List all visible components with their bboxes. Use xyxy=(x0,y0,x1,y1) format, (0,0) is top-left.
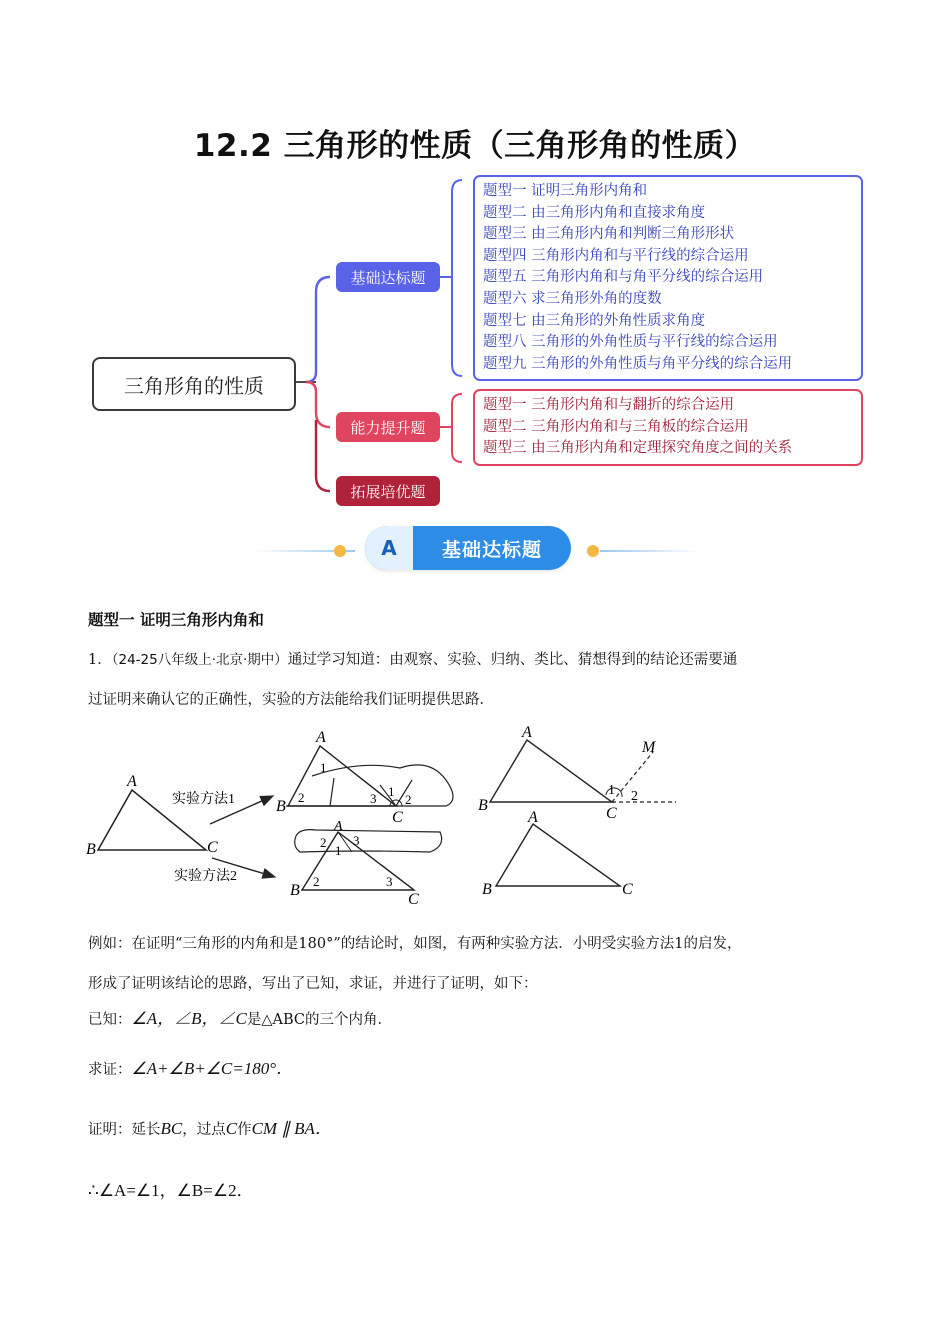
proof-do: 作 xyxy=(237,1122,252,1138)
proof-label-B: B xyxy=(478,797,488,814)
list-item: 题型三 由三角形内角和判断三角形形状 xyxy=(483,226,735,243)
m2-angle-2: 2 xyxy=(320,835,327,850)
list-item: 题型八 三角形的外角性质与平行线的综合运用 xyxy=(483,334,778,351)
therefore-statement xyxy=(88,1176,254,1201)
prove-label: 求证： xyxy=(88,1062,132,1078)
list-item: 题型六 求三角形外角的度数 xyxy=(483,290,662,307)
banner-label: 基础达标题 xyxy=(441,538,542,561)
label-C: C xyxy=(207,839,218,856)
list-item: 题型三 由三角形内角和定理探究角度之间的关系 xyxy=(483,440,793,457)
m1-label-A: A xyxy=(316,729,326,746)
list-item: 题型四 三角形内角和与平行线的综合运用 xyxy=(483,247,749,264)
list-item: 题型五 三角形内角和与角平分线的综合运用 xyxy=(483,269,764,286)
copy-label-C: C xyxy=(622,881,633,898)
branch-advanced: 能力提升题 xyxy=(336,412,440,442)
proof-statement xyxy=(88,1114,332,1139)
m2-angle-3: 3 xyxy=(353,833,360,848)
m1-angle-2: 2 xyxy=(298,790,305,805)
proof-c: C xyxy=(225,1119,238,1138)
example-line-2: 形成了证明该结论的思路，写出了已知，求证，并进行了证明，如下： xyxy=(88,976,538,992)
page-title: 12.2 三角形的性质（三角形角的性质） xyxy=(193,128,757,164)
m1-angle-3: 3 xyxy=(370,791,377,806)
copy-label-A: A xyxy=(528,809,538,826)
problem-line-2: 过证明来确认它的正确性，实验的方法能给我们证明提供思路． xyxy=(88,692,494,708)
proof-label-A: A xyxy=(522,724,532,741)
problem-text: 通过学习知道：由观察、实验、归纳、类比、猜想得到的结论还需要通 xyxy=(287,652,738,668)
proof-mid: ，过点 xyxy=(182,1122,226,1138)
m1-angle-1b: 1 xyxy=(388,784,395,799)
proof-parallel: CM ∥ BA． xyxy=(251,1119,332,1138)
known-label: 已知： xyxy=(88,1012,132,1028)
prove-statement xyxy=(88,1054,293,1079)
m2-angle-1: 1 xyxy=(335,843,342,858)
label-B: B xyxy=(86,841,96,858)
m2-label-A: A xyxy=(334,819,343,834)
therefore-math: ∴∠A=∠1，∠B=∠2． xyxy=(88,1181,254,1200)
list-item: 题型二 由三角形内角和直接求角度 xyxy=(483,204,706,221)
list-item: 题型一 证明三角形内角和 xyxy=(483,183,648,199)
m1-angle-2b: 2 xyxy=(405,792,412,807)
m1-label-C: C xyxy=(392,809,403,826)
mindmap-root: 三角形角的性质 xyxy=(92,357,296,411)
proof-angle-2: 2 xyxy=(631,789,638,804)
method1-label: 实验方法1 xyxy=(172,792,235,807)
section-heading: 题型一 证明三角形内角和 xyxy=(88,611,264,629)
copy-label-B: B xyxy=(482,881,492,898)
m2-label-B: B xyxy=(290,882,300,899)
torn-paper-2 xyxy=(295,830,442,852)
proof-angle-1: 1 xyxy=(608,783,615,798)
m1-label-B: B xyxy=(276,798,286,815)
list-item: 题型一 三角形内角和与翻折的综合运用 xyxy=(483,397,735,413)
proof-label-C: C xyxy=(606,805,617,822)
label-A: A xyxy=(127,773,137,790)
m2-angle-3b: 3 xyxy=(386,874,393,889)
triangle-abc-copy xyxy=(496,824,620,886)
branch-basic: 基础达标题 xyxy=(336,262,440,292)
proof-label-M: M xyxy=(642,739,656,756)
method2-label: 实验方法2 xyxy=(174,869,237,884)
prove-math: ∠A+∠B+∠C=180°． xyxy=(131,1059,294,1078)
m2-label-C: C xyxy=(408,891,419,908)
m1-angle-1: 1 xyxy=(320,760,327,775)
proof-label: 证明：延长 xyxy=(88,1122,161,1138)
example-line-1: 例如：在证明“三角形的内角和是180°”的结论时，如图，有两种实验方法．小明受实验方法1的启发， xyxy=(88,936,742,952)
problem-number: 1． xyxy=(88,652,112,668)
list-item: 题型七 由三角形的外角性质求角度 xyxy=(483,312,706,329)
known-statement xyxy=(88,1004,392,1029)
proof-bc: BC xyxy=(160,1119,183,1138)
list-item: 题型九 三角形的外角性质与角平分线的综合运用 xyxy=(483,355,793,372)
proof-triangle xyxy=(490,740,612,802)
branch-extension: 拓展培优题 xyxy=(336,476,440,506)
banner-letter: A xyxy=(365,526,413,570)
list-item: 题型二 三角形内角和与三角板的综合运用 xyxy=(483,418,749,435)
m2-angle-2b: 2 xyxy=(313,874,320,889)
known-suffix: 是△ABC的三个内角． xyxy=(246,1012,393,1028)
known-math: ∠A，∠B，∠C xyxy=(131,1009,247,1028)
problem-source: （24-25八年级上·北京·期中） xyxy=(111,652,288,668)
